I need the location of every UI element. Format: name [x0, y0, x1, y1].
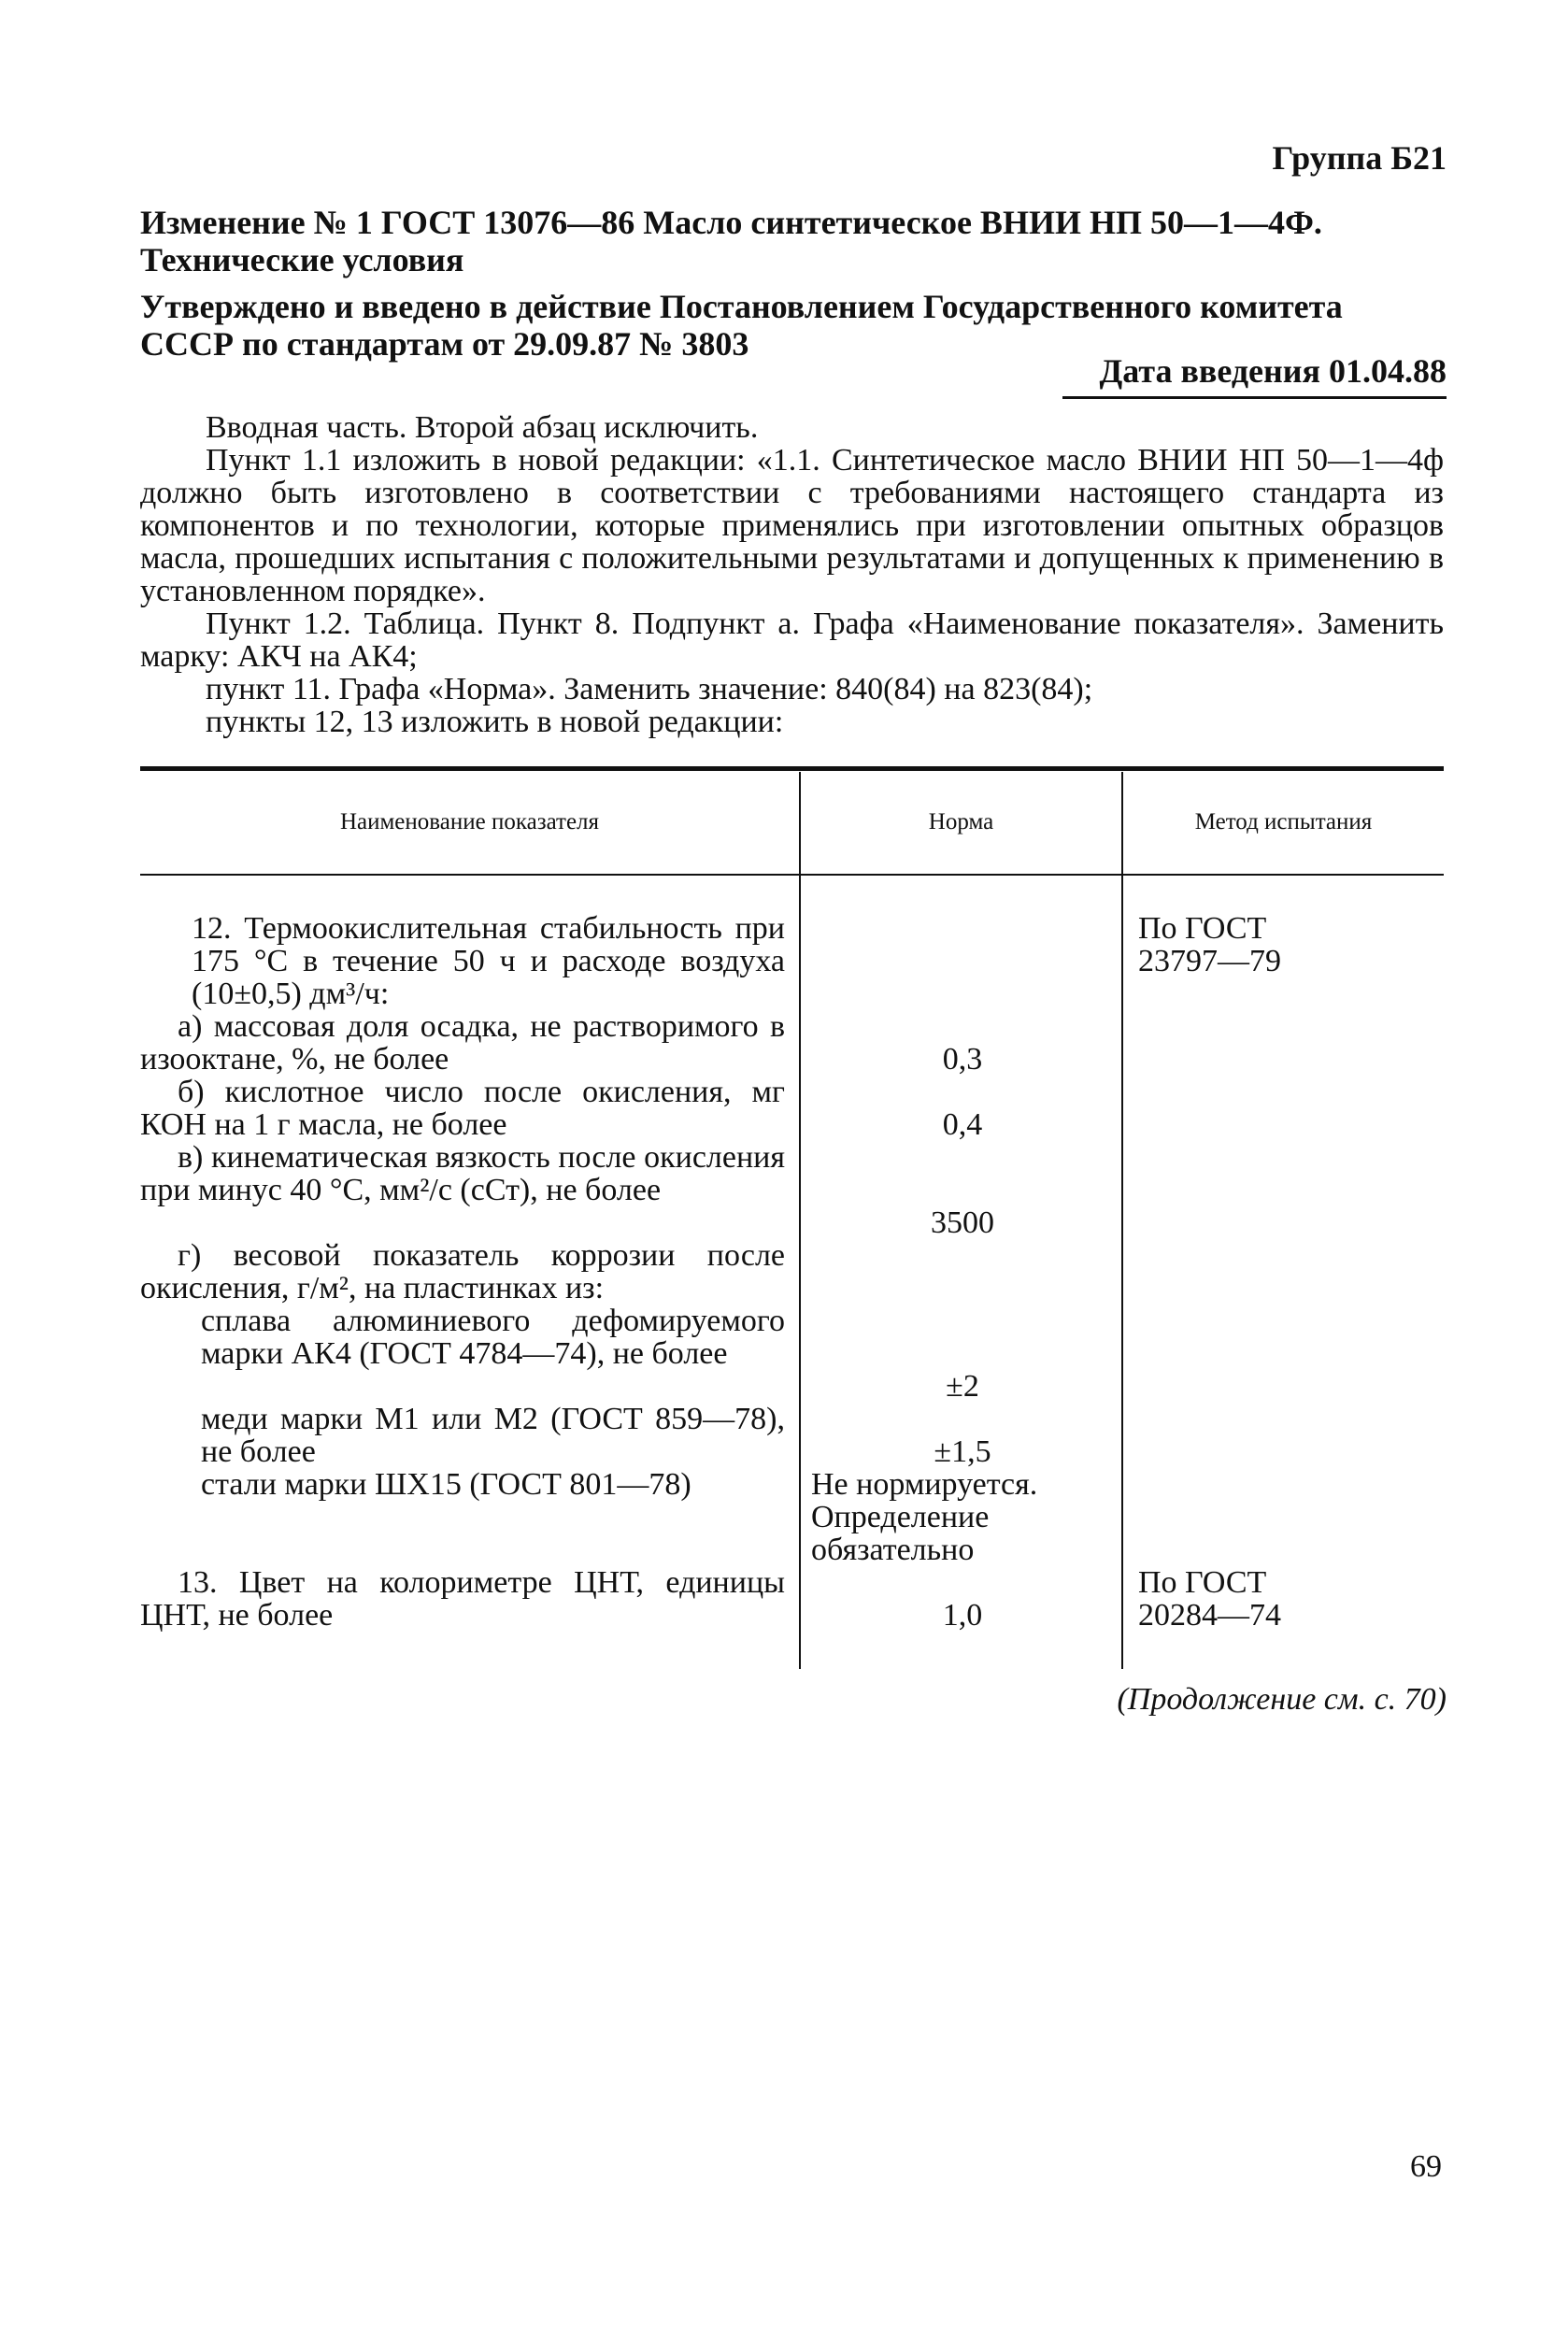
- table-header-method: Метод испытания: [1194, 809, 1373, 834]
- row-v-label: в) кинематическая вязкость после окисления при минус 40 °С, мм²/с (сСт), не более: [140, 1140, 785, 1207]
- row-a-label: а) массовая доля осадка, не растворимого в изооктане, %, не более: [140, 1009, 785, 1077]
- table-row-12-name: [140, 912, 785, 1010]
- table-row-g1-name: [201, 1305, 785, 1370]
- table-row-b-name: [140, 1076, 785, 1141]
- change-title-line1: Изменение № 1 ГОСТ 13076—86 Масло синтетическое ВНИИ НП 50—1—4Ф.: [140, 204, 1322, 241]
- row-g2-norm: ±1,5: [934, 1434, 991, 1469]
- table-row-g3-name: [201, 1468, 785, 1501]
- paragraph-3: Пункт 1.2. Таблица. Пункт 8. Подпункт а. Графа «Наименование показателя». Заменить марку: АКЧ на АК4;: [140, 606, 1444, 674]
- table-row-g-name: [140, 1239, 785, 1305]
- paragraph-2: Пункт 1.1 изложить в новой редакции: «1.1. Синтетическое масло ВНИИ НП 50—1—4ф должно быть изготовлено в соответствии с требованиями настоящего стандарта из компонентов и по технологии, которые применялись при изготовлении опытных образцов масла, прошедших испытания с положительными результатами и допущенных к применению в установленном порядке».: [140, 443, 1444, 608]
- paragraph-4: пункт 11. Графа «Норма». Заменить значение: 840(84) на 823(84);: [206, 672, 1093, 706]
- continuation-note: (Продолжение см. с. 70): [1117, 1682, 1447, 1717]
- paragraph-5: пункты 12, 13 изложить в новой редакции:: [206, 705, 784, 739]
- table-row-g2-name: [201, 1403, 785, 1468]
- group-label: Группа Б21: [1272, 139, 1447, 177]
- table-header-norm: Норма: [928, 809, 994, 834]
- row-b-norm: 0,4: [942, 1107, 983, 1142]
- approval-line1: Утверждено и введено в действие Постановлением Государственного комитета: [140, 288, 1343, 325]
- effective-date: Дата введения 01.04.88: [1062, 351, 1447, 399]
- page-number: 69: [1410, 2149, 1442, 2184]
- table-column-divider-1: [799, 772, 801, 1669]
- row-v-norm: 3500: [931, 1205, 994, 1240]
- row-12-label: 12. Термоокислительная стабильность при 175 °С в течение 50 ч и расходе воздуха (10±0,5) дм³/ч:: [192, 911, 785, 1011]
- approval-line2: СССР по стандартам от 29.09.87 № 3803: [140, 325, 749, 363]
- row-12-method: По ГОСТ 23797—79: [1138, 911, 1281, 978]
- table-column-divider-2: [1121, 772, 1123, 1669]
- row-a-norm: 0,3: [942, 1042, 983, 1077]
- row-g3-norm: Не нормируется. Определение обязательно: [811, 1467, 1038, 1567]
- row-g1-norm: ±2: [946, 1369, 979, 1404]
- table-row-a-name: [140, 1010, 785, 1076]
- table-header-name: Наименование показателя: [339, 809, 600, 834]
- row-g2-label: меди марки М1 или М2 (ГОСТ 859—78), не более: [201, 1402, 785, 1469]
- row-13-label: 13. Цвет на колориметре ЦНТ, единицы ЦНТ, не более: [140, 1565, 785, 1633]
- paragraph-1: Вводная часть. Второй абзац исключить.: [206, 410, 759, 445]
- change-title-line2: Технические условия: [140, 241, 464, 278]
- row-b-label: б) кислотное число после окисления, мг КОН на 1 г масла, не более: [140, 1075, 785, 1142]
- table-row-13-name: [140, 1566, 785, 1632]
- table-header-rule: [140, 874, 1444, 876]
- row-g1-label: сплава алюминиевого дефомируемого марки АК4 (ГОСТ 4784—74), не более: [201, 1304, 785, 1371]
- row-13-norm: 1,0: [942, 1598, 983, 1633]
- table-top-rule: [140, 766, 1444, 771]
- row-g-label: г) весовой показатель коррозии после окисления, г/м², на пластинках из:: [140, 1238, 785, 1305]
- change-title: [140, 204, 1439, 278]
- row-13-method: По ГОСТ 20284—74: [1138, 1565, 1281, 1633]
- body-paragraphs: [140, 411, 1444, 738]
- table-row-v-name: [140, 1141, 785, 1206]
- row-g3-label: стали марки ШХ15 (ГОСТ 801—78): [201, 1467, 691, 1502]
